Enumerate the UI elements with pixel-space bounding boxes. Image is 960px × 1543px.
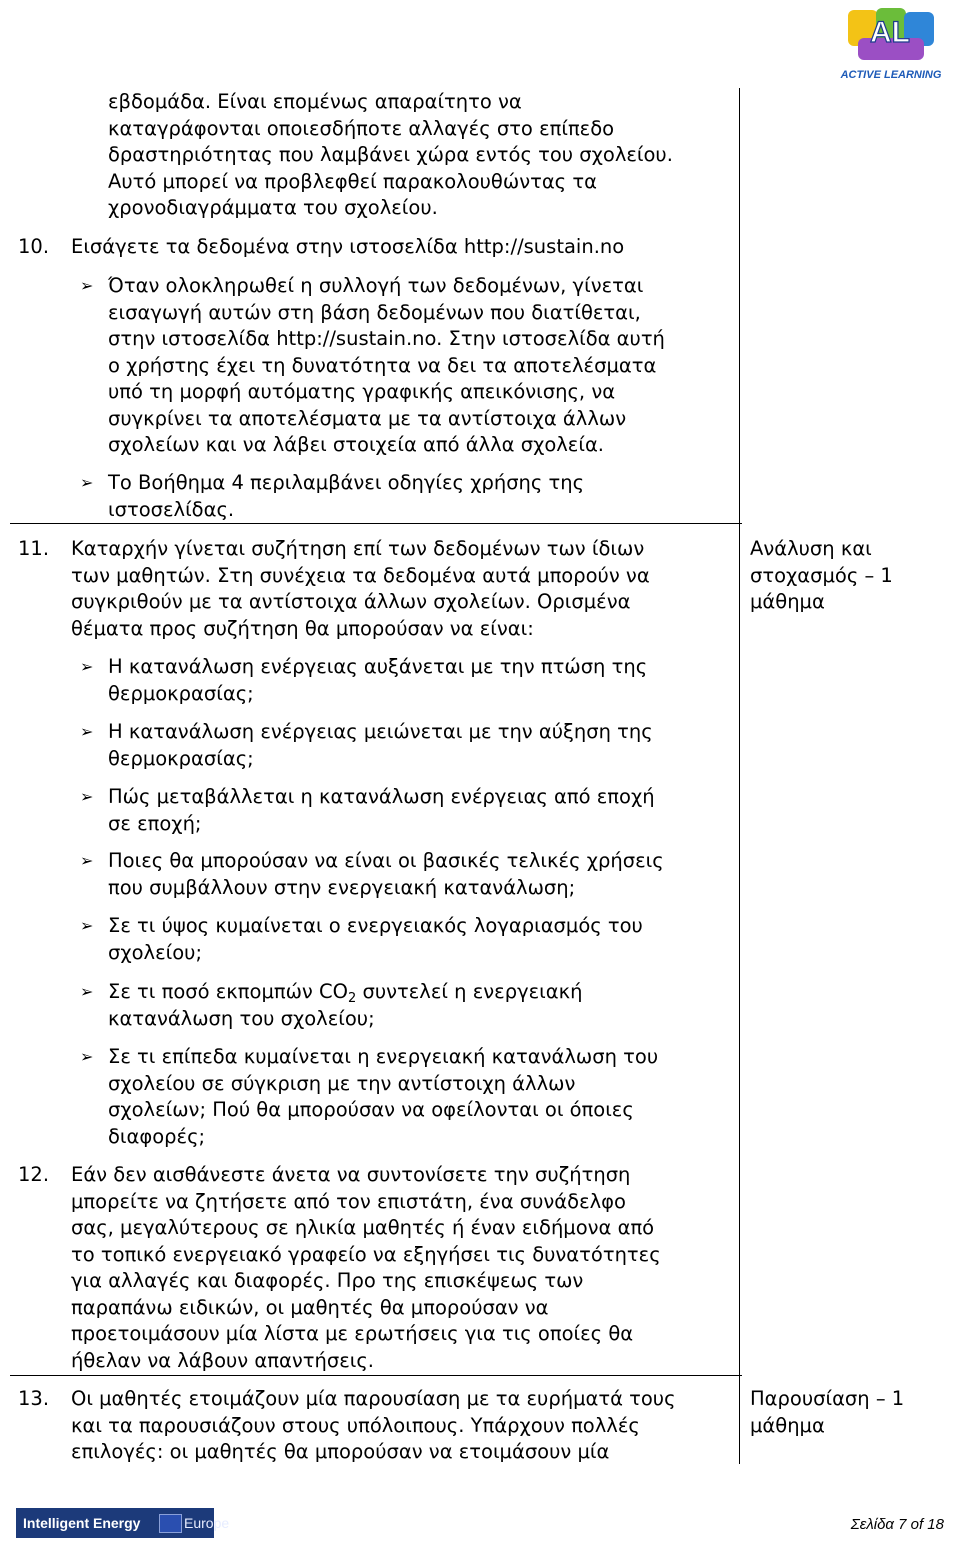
text-line: σχολείου σε σύγκριση με την αντίστοιχη άλλων bbox=[108, 1071, 576, 1095]
table-column-divider bbox=[739, 88, 740, 1464]
text-line: υπό τη μορφή αυτόματης γραφικής απεικόνισης, να bbox=[108, 380, 616, 403]
side-note-line: στοχασμός – 1 bbox=[750, 563, 893, 587]
text-line: παραπάνω ειδικών, οι μαθητές θα μπορούσαν να bbox=[71, 1295, 549, 1319]
page-number: Σελίδα 7 of 18 bbox=[850, 1516, 944, 1533]
footer-brand: Intelligent Energy bbox=[23, 1515, 141, 1531]
arrowhead-bullet-icon: ➢ bbox=[80, 851, 94, 870]
arrowhead-bullet-icon: ➢ bbox=[80, 787, 94, 806]
item-number: 10. bbox=[18, 235, 50, 258]
table-row-divider bbox=[10, 523, 742, 524]
side-note-line: μάθημα bbox=[750, 590, 825, 613]
text-line: καταγράφονται οποιεσδήποτε αλλαγές στο επίπεδο bbox=[108, 116, 615, 140]
table-row-divider bbox=[10, 1375, 742, 1376]
arrowhead-bullet-icon: ➢ bbox=[80, 722, 94, 741]
arrowhead-bullet-icon: ➢ bbox=[80, 916, 94, 935]
arrowhead-bullet-icon: ➢ bbox=[80, 473, 94, 492]
arrowhead-bullet-icon: ➢ bbox=[80, 276, 94, 295]
text-line: Η κατανάλωση ενέργειας αυξάνεται με την πτώση της bbox=[108, 655, 648, 678]
arrowhead-bullet-icon: ➢ bbox=[80, 1047, 94, 1066]
logo-caption: ACTIVE LEARNING bbox=[840, 69, 942, 81]
text-line: των μαθητών. Στη συνέχεια τα δεδομένα αυτά μπορούν να bbox=[71, 563, 650, 587]
text-line: που συμβάλλουν στην ενεργειακή κατανάλωση; bbox=[108, 875, 576, 899]
item-text: Εισάγετε τα δεδομένα στην ιστοσελίδα http://sustain.no bbox=[71, 235, 625, 258]
text-line: Πώς μεταβάλλεται η κατανάλωση ενέργειας από εποχή bbox=[108, 785, 655, 808]
text-line: Όταν ολοκληρωθεί η συλλογή των δεδομένων, γίνεται bbox=[108, 274, 644, 297]
text-line: Το Βοήθημα 4 περιλαμβάνει οδηγίες χρήσης της bbox=[108, 471, 585, 494]
text-line: και τα παρουσιάζουν στους υπόλοιπους. Υπάρχουν πολλές bbox=[71, 1413, 640, 1437]
intelligent-energy-europe-badge bbox=[16, 1508, 230, 1538]
text-line: Εάν δεν αισθάνεστε άνετα να συντονίσετε την συζήτηση bbox=[71, 1163, 631, 1186]
active-learning-logo bbox=[838, 4, 944, 84]
text-line: για αλλαγές και διαφορές. Προ της επισκέψεως των bbox=[71, 1269, 584, 1292]
text-line: στην ιστοσελίδα http://sustain.no. Στην ιστοσελίδα αυτή bbox=[108, 327, 665, 350]
text-line: Σε τι ύψος κυμαίνεται ο ενεργειακός λογαριασμός του bbox=[108, 914, 643, 937]
text-line: Η κατανάλωση ενέργειας μειώνεται με την αύξηση της bbox=[108, 720, 653, 743]
logo-mark: AL bbox=[870, 16, 910, 49]
text-line: θερμοκρασίας; bbox=[108, 681, 254, 705]
text-line: Οι μαθητές ετοιμάζουν μία παρουσίαση με τα ευρήματά τους bbox=[71, 1387, 676, 1410]
text-line: συγκρίνει τα αποτελέσματα με τα αντίστοιχα άλλων bbox=[108, 406, 627, 430]
text-line: σε εποχή; bbox=[108, 811, 202, 835]
text-line: επιλογές: οι μαθητές θα μπορούσαν να ετοιμάσουν μία bbox=[71, 1440, 610, 1463]
text-line: σας, μεγαλύτερους σε ηλικία μαθητές ή έναν ειδήμονα από bbox=[71, 1216, 655, 1239]
text-line: θερμοκρασίας; bbox=[108, 746, 254, 770]
text-segment: Σε τι ποσό εκπομπών CO bbox=[108, 980, 348, 1003]
text-line: Καταρχήν γίνεται συζήτηση επί των δεδομένων των ίδιων bbox=[71, 537, 645, 560]
text-line: ο χρήστης έχει τη δυνατότητα να δει τα αποτελέσματα bbox=[108, 353, 657, 377]
text-line: δραστηριότητας που λαμβάνει χώρα εντός του σχολείου. bbox=[108, 143, 673, 166]
footer-region: Europe bbox=[184, 1515, 230, 1531]
subscript: 2 bbox=[348, 991, 357, 1006]
text-line: το τοπικό ενεργειακό γραφείο να εξηγήσει τις δυνατότητες bbox=[71, 1242, 661, 1266]
side-note-line: μάθημα bbox=[750, 1413, 825, 1437]
text-line: ήθελαν να λάβουν απαντήσεις. bbox=[71, 1348, 374, 1372]
text-line: Ποιες θα μπορούσαν να είναι οι βασικές τελικές χρήσεις bbox=[108, 849, 664, 872]
text-line: μπορείτε να ζητήσετε από τον επιστάτη, ένα συνάδελφο bbox=[71, 1189, 626, 1213]
text-line: σχολείων και να λάβει στοιχεία από άλλα σχολεία. bbox=[108, 433, 604, 456]
text-segment: συντελεί η ενεργειακή bbox=[356, 980, 583, 1003]
text-line: σχολείων; Πού θα μπορούσαν να οφείλονται οι όποιες bbox=[108, 1098, 634, 1121]
text-line: κατανάλωση του σχολείου; bbox=[108, 1006, 375, 1030]
arrowhead-bullet-icon: ➢ bbox=[80, 982, 94, 1001]
text-line: προετοιμάσουν μία λίστα με ερωτήσεις για τις οποίες θα bbox=[71, 1322, 634, 1345]
text-line: χρονοδιαγράμματα του σχολείου. bbox=[108, 196, 438, 219]
text-line: εβδομάδα. Είναι επομένως απαραίτητο να bbox=[108, 90, 522, 113]
item-number: 11. bbox=[18, 537, 50, 560]
side-note-line: Ανάλυση και bbox=[750, 537, 872, 560]
text-line: Σε τι επίπεδα κυμαίνεται η ενεργειακή κατανάλωση του bbox=[108, 1045, 659, 1068]
text-line: θέματα προς συζήτηση θα μπορούσαν να είναι: bbox=[71, 616, 534, 640]
side-note-line: Παρουσίαση – 1 bbox=[750, 1387, 905, 1410]
text-line: διαφορές; bbox=[108, 1124, 206, 1148]
item-number: 12. bbox=[18, 1163, 50, 1186]
item-number: 13. bbox=[18, 1387, 50, 1410]
text-line: Αυτό μπορεί να προβλεφθεί παρακολουθώντας τα bbox=[108, 169, 597, 193]
text-line: εισαγωγή αυτών στη βάση δεδομένων που διατίθεται, bbox=[108, 300, 641, 324]
eu-flag-icon bbox=[159, 1514, 182, 1533]
text-line: συγκριθούν με τα αντίστοιχα άλλων σχολείων. Ορισμένα bbox=[71, 590, 631, 613]
arrowhead-bullet-icon: ➢ bbox=[80, 657, 94, 676]
text-line: σχολείου; bbox=[108, 940, 203, 964]
text-line: ιστοσελίδας. bbox=[108, 497, 235, 521]
